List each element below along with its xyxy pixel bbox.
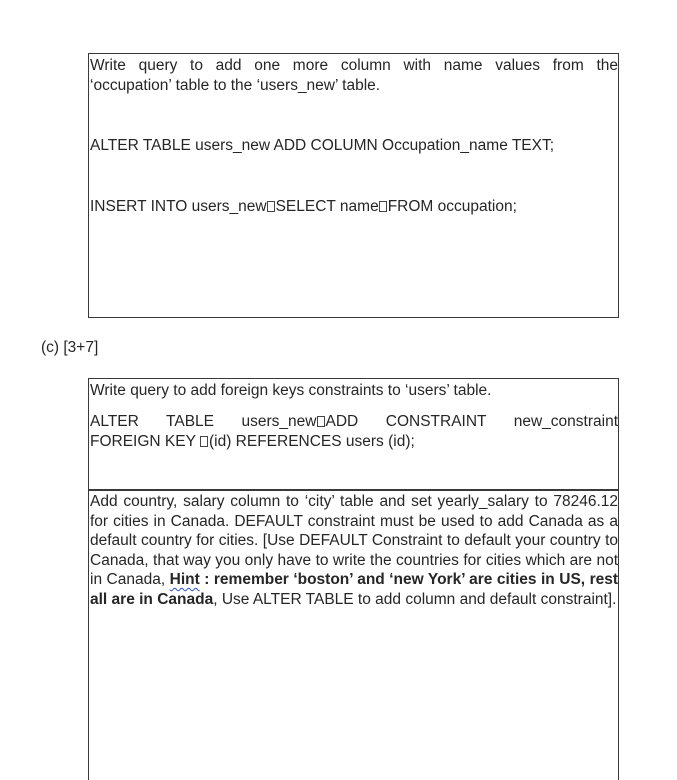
constraint-part-3: FOREIGN KEY — [90, 432, 200, 450]
missing-glyph-icon — [317, 416, 325, 427]
prompt-line-1: Write query to add one more column with name values from the — [90, 57, 618, 74]
insert-part-2: SELECT name — [275, 198, 379, 215]
alter-add-constraint-statement — [90, 412, 618, 451]
question-prompt-occupation — [90, 56, 618, 95]
section-label-c: (c) [3+7] — [41, 339, 99, 356]
hint-word: Hint — [169, 571, 200, 588]
constraint-line-1 — [90, 412, 618, 432]
constraint-part-1: ALTER TABLE users_new — [90, 413, 317, 430]
missing-glyph-icon — [379, 201, 387, 212]
city-text-part-1: Add country, salary column to ‘city’ table and set yearly_salary to 78246.12 for cities in Canada. DEFAULT constraint must be used to add Canada as a default country for cities. [Use DEFAULT Constraint to default your country to Canada, that way you only have to write the countries for cities which are not in Canada, — [90, 493, 618, 588]
insert-select-statement — [90, 197, 618, 217]
answer-box-city-columns — [88, 489, 619, 780]
missing-glyph-icon — [267, 201, 275, 212]
prompt-line-2: ‘occupation’ table to the ‘users_new’ table. — [90, 76, 381, 94]
constraint-part-4: (id) REFERENCES users (id); — [208, 432, 415, 450]
alter-add-column-statement: ALTER TABLE users_new ADD COLUMN Occupation_name TEXT; — [90, 137, 555, 154]
insert-part-3: FROM occupation; — [387, 198, 517, 215]
missing-glyph-icon — [200, 436, 208, 447]
hint-text-bold: : remember ‘boston’ and ‘new York’ are cities in US, rest all are in Canada — [90, 571, 618, 608]
question-prompt-city-columns — [90, 492, 618, 609]
question-prompt-foreign-keys: Write query to add foreign keys constraints to ‘users’ table. — [90, 382, 492, 399]
constraint-part-2: ADD CONSTRAINT new_constraint — [325, 413, 618, 430]
insert-part-1: INSERT INTO users_new — [90, 198, 267, 215]
city-text-part-2: , Use ALTER TABLE to add column and default constraint]. — [213, 590, 617, 608]
answer-box-foreign-keys — [88, 378, 619, 491]
answer-box-occupation-column — [88, 53, 619, 318]
constraint-line-2 — [90, 432, 618, 452]
